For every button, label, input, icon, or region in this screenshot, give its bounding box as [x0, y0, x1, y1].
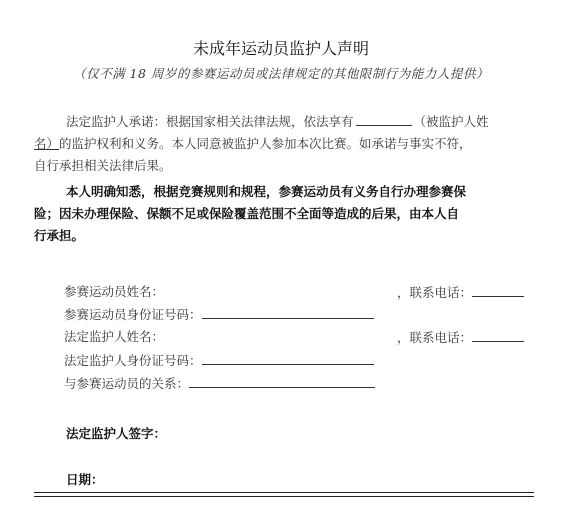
athlete-phone-row — [397, 282, 524, 302]
relation-row — [64, 373, 375, 393]
commitment-line-1: 法定监护人承诺：根据国家相关法律法规，依法享有 （被监护人姓 — [34, 111, 534, 133]
commitment-line-3: 自行承担相关法律后果。 — [34, 158, 172, 173]
athlete-id-blank[interactable] — [202, 304, 374, 319]
guardian-commitment-paragraph — [34, 111, 534, 177]
guardian-phone-label: ，联系电话： — [397, 330, 473, 345]
relation-blank[interactable] — [189, 373, 375, 388]
insurance-line-2: 险；因未办理保险、保额不足或保险覆盖范围不全面等造成的后果，由本人自 — [34, 206, 460, 221]
insurance-line-1: 本人明确知悉，根据竞赛规则和规程，参赛运动员有义务自行办理参赛保 — [66, 184, 467, 199]
athlete-phone-blank[interactable] — [472, 282, 524, 297]
date-label: 日期： — [66, 472, 104, 487]
athlete-name-label: 参赛运动员姓名： — [64, 284, 165, 299]
guardian-id-label: 法定监护人身份证号码： — [64, 353, 202, 368]
guardian-signature-label: 法定监护人签字： — [66, 426, 167, 441]
document-subtitle: （仅不满 18 周岁的参赛运动员或法律规定的其他限制行为能力人提供） — [73, 66, 489, 81]
athlete-phone-label: ，联系电话： — [397, 285, 473, 300]
guardian-phone-row — [397, 327, 524, 347]
athlete-id-row — [64, 304, 374, 324]
bottom-rule-thin — [34, 496, 534, 497]
guardian-name-label: 法定监护人姓名： — [64, 329, 165, 344]
bottom-rule-thick — [34, 492, 534, 493]
guardian-id-blank[interactable] — [202, 350, 374, 365]
insurance-notice-paragraph — [34, 181, 534, 247]
athlete-name-row — [64, 282, 164, 302]
insurance-line-3: 行承担。 — [34, 228, 85, 243]
athlete-id-label: 参赛运动员身份证号码： — [64, 307, 202, 322]
commitment-line-2: 名）的监护权利和义务。本人同意被监护人参加本次比赛。如承诺与事实不符， — [34, 136, 472, 151]
guardian-id-row — [64, 350, 374, 370]
document-title: 未成年运动员监护人声明 — [192, 39, 369, 58]
guardian-name-row — [64, 327, 164, 347]
guardian-phone-blank[interactable] — [472, 327, 524, 342]
ward-name-blank[interactable] — [356, 111, 412, 126]
relation-label: 与参赛运动员的关系： — [64, 376, 190, 391]
